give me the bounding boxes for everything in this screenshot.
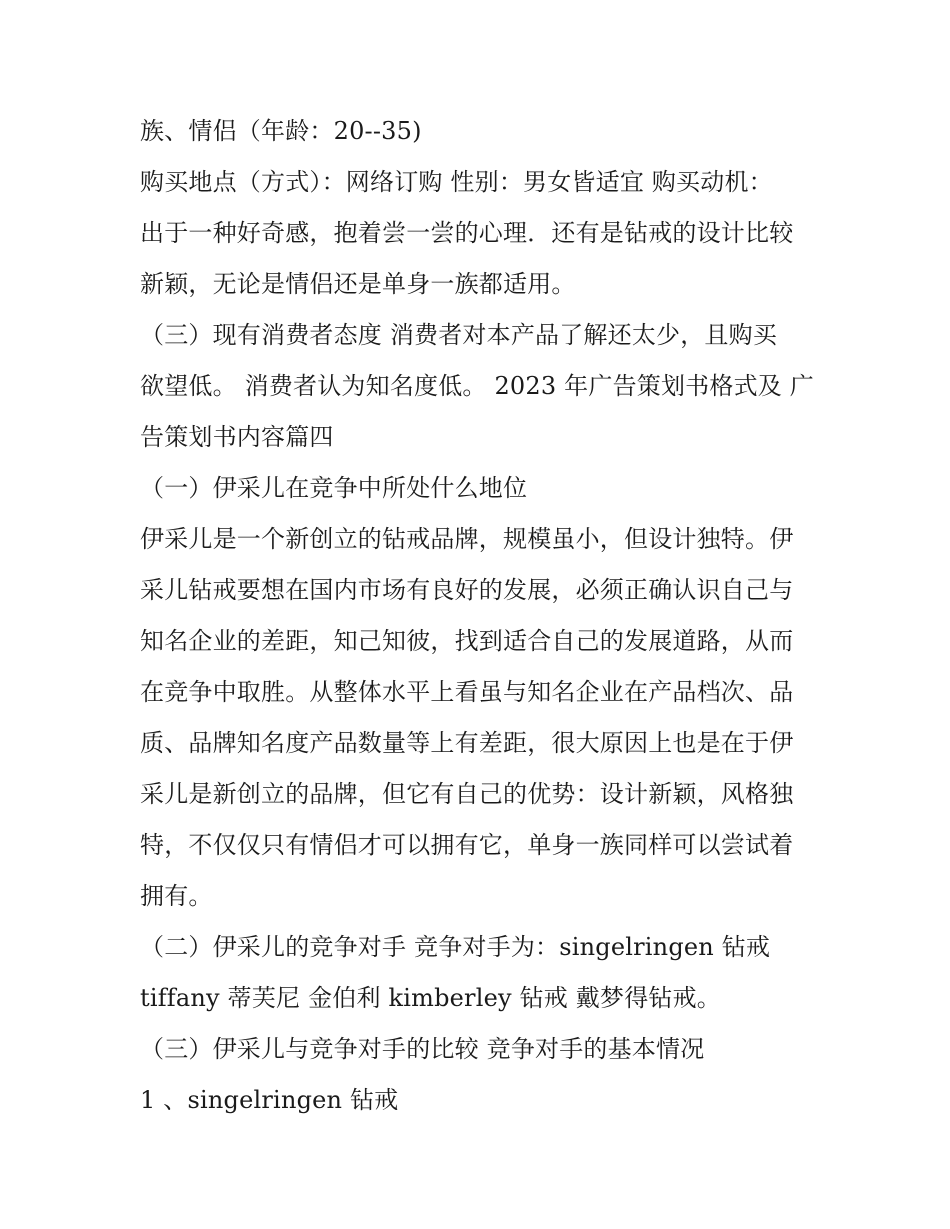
text-line: 质、品牌知名度产品数量等上有差距，很大原因上也是在于伊 xyxy=(140,729,794,757)
text-line: 伊采儿是一个新创立的钻戒品牌，规模虽小，但设计独特。伊 xyxy=(140,525,794,553)
text-line: 采儿是新创立的品牌，但它有自己的优势：设计新颖，风格独 xyxy=(140,780,794,808)
text-line: 族、情侣（年龄：20--35) xyxy=(140,117,422,145)
text-line: 欲望低。 消费者认为知名度低。 2023 年广告策划书格式及 广 xyxy=(140,372,814,400)
text-line: （三）现有消费者态度 消费者对本产品了解还太少，且购买 xyxy=(140,321,778,349)
section-heading: （二）伊采儿的竞争对手 竞争对手为：singelringen 钻戒 xyxy=(140,933,771,961)
text-line: 在竞争中取胜。从整体水平上看虽与知名企业在产品档次、品 xyxy=(140,678,794,706)
text-line: 拥有。 xyxy=(140,882,213,910)
text-line: 购买地点（方式）：网络订购 性别：男女皆适宜 购买动机： xyxy=(140,168,773,196)
text-line: 采儿钻戒要想在国内市场有良好的发展，必须正确认识自己与 xyxy=(140,576,794,604)
section-heading: （一）伊采儿在竞争中所处什么地位 xyxy=(140,474,528,502)
document-body xyxy=(140,106,820,1126)
text-line: 特，不仅仅只有情侣才可以拥有它，单身一族同样可以尝试着 xyxy=(140,831,794,859)
text-line: 出于一种好奇感，抱着尝一尝的心理．还有是钻戒的设计比较 xyxy=(140,219,794,247)
text-line: 告策划书内容篇四 xyxy=(140,423,334,451)
text-line: 知名企业的差距，知己知彼，找到适合自己的发展道路，从而 xyxy=(140,627,794,655)
text-line: tiffany 蒂芙尼 金伯利 kimberley 钻戒 戴梦得钻戒。 xyxy=(140,984,722,1012)
section-heading: （三）伊采儿与竞争对手的比较 竞争对手的基本情况 xyxy=(140,1035,705,1063)
text-line: 新颖，无论是情侣还是单身一族都适用。 xyxy=(140,270,576,298)
list-item: 1 、singelringen 钻戒 xyxy=(140,1086,399,1114)
